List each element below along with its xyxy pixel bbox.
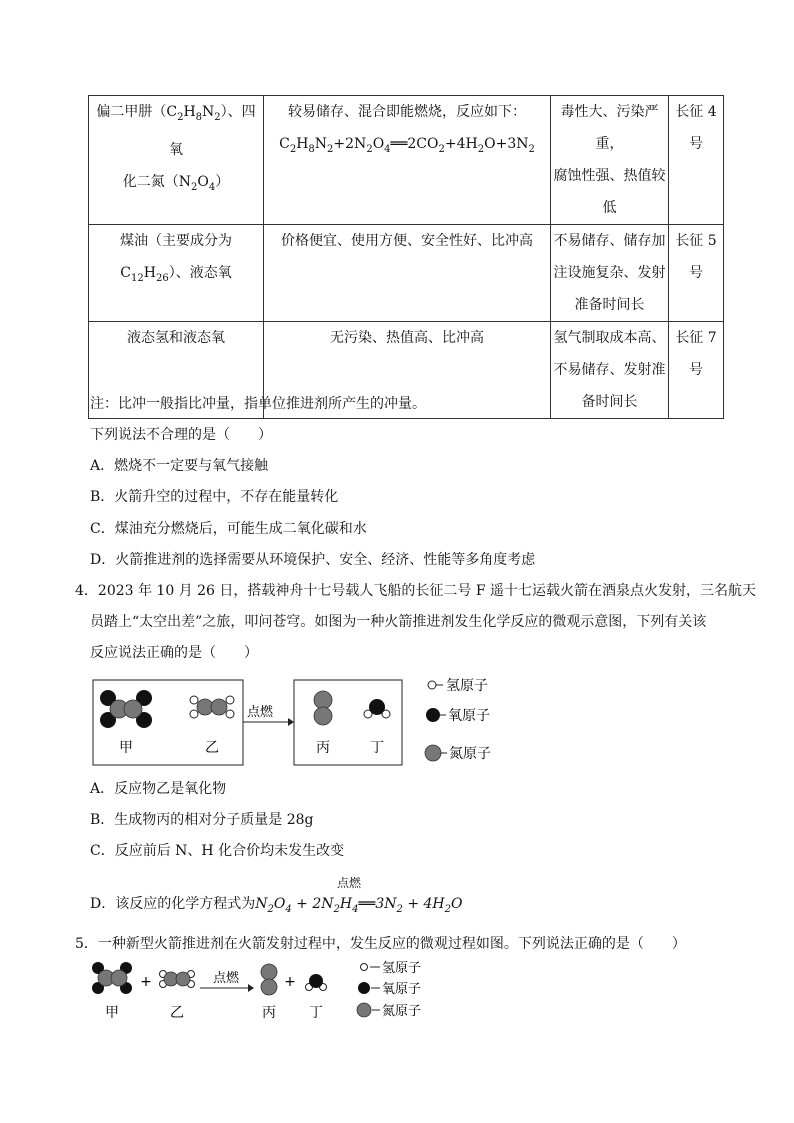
label-yi: 乙 <box>205 740 219 756</box>
label-ding: 丁 <box>370 740 384 756</box>
table-cell: 较易储存、混合即能燃烧，反应如下： $C_2H_8N_2+2N_2O_4══2CO_2+4H_2O+3N_2$ <box>264 96 551 225</box>
label-jia: 甲 <box>119 740 133 756</box>
molecule-yi <box>160 971 195 988</box>
option-b: B．火箭升空的过程中，不存在能量转化 <box>90 489 339 505</box>
q4-option-a: A．反应物乙是氧化物 <box>90 781 227 797</box>
legend-oxygen: 氧原子 <box>382 982 422 997</box>
molecule-ding <box>364 699 390 718</box>
option-d-prefix: D．该反应的化学方程式为 <box>90 896 256 912</box>
label-ding: 丁 <box>309 1005 323 1021</box>
arrow-head <box>288 718 294 726</box>
arrow-label: 点燃 <box>246 705 274 720</box>
question-4-line-3: 反应说法正确的是（ ） <box>90 645 258 661</box>
table-cell: 不易储存、储存加 注设施复杂、发射 准备时间长 <box>551 225 669 322</box>
label-jia: 甲 <box>105 1005 119 1021</box>
products-box <box>294 680 402 765</box>
reaction-diagram-q5 <box>88 955 468 1025</box>
molecule-bing <box>314 691 332 725</box>
arrow-label: 点燃 <box>212 971 240 986</box>
molecule-bing <box>261 964 277 995</box>
legend-nitrogen: 氮原子 <box>449 746 491 762</box>
table-cell: 煤油（主要成分为 $C_{12}H_{26}$）、液态氧 <box>89 225 264 322</box>
question-5-line-1: 5．一种新型火箭推进剂在火箭发射过程中，发生反应的微观过程如图。下列说法正确的是（ ） <box>75 936 686 952</box>
q4-option-b: B．生成物丙的相对分子质量是 28g <box>90 812 314 828</box>
table-cell: 偏二甲肼$(C_2H_8N_2)$、四氧 化二氮$(N_2O_4)$ <box>89 96 264 225</box>
table-note: 注：比冲一般指比冲量，指单位推进剂所产生的冲量。 <box>90 396 426 412</box>
q4-option-d <box>90 893 463 921</box>
table-row <box>89 225 724 322</box>
label-yi: 乙 <box>170 1005 184 1021</box>
label-bing: 丙 <box>262 1005 276 1021</box>
legend <box>357 961 421 1019</box>
question-4-line-2: 员踏上“太空出差”之旅，叩问苍穹。如图为一种火箭推进剂发生化学反应的微观示意图，下列有关该 <box>90 614 707 630</box>
legend-oxygen: 氧原子 <box>448 708 490 724</box>
reaction-diagram-q4 <box>88 670 508 770</box>
table-cell: 长征 7 号 <box>669 322 724 419</box>
table-cell: 长征 4 号 <box>669 96 724 225</box>
table-cell: 价格便宜、使用方便、安全性好、比冲高 <box>264 225 551 322</box>
legend-nitrogen: 氮原子 <box>382 1004 422 1019</box>
table-cell: 液态氢和液态氧 <box>89 322 264 419</box>
molecule-ding <box>306 974 327 991</box>
propellant-table <box>88 95 724 419</box>
question-4-line-1: 4．2023 年 10 月 26 日，搭载神舟十七号载人飞船的长征二号 F 遥十七运载火箭在酒泉点火发射，三名航天 <box>75 583 757 599</box>
molecule-yi <box>190 696 234 718</box>
question-prompt: 下列说法不合理的是（ ） <box>90 427 272 443</box>
table-cell: 毒性大、污染严重， 腐蚀性强、热值较 低 <box>551 96 669 225</box>
table-cell: 长征 5 号 <box>669 225 724 322</box>
table-cell: 氢气制取成本高、 不易储存、发射准 备时间长 <box>551 322 669 419</box>
q4-option-c: C．反应前后 N、H 化合价均未发生改变 <box>90 843 345 859</box>
arrow-head <box>248 984 254 992</box>
plus-sign: + <box>140 974 152 990</box>
option-c: C．煤油充分燃烧后，可能生成二氧化碳和水 <box>90 521 367 537</box>
legend-hydrogen: 氢原子 <box>446 678 488 694</box>
legend-hydrogen: 氢原子 <box>382 961 422 976</box>
molecule-jia <box>100 690 152 728</box>
option-d: D．火箭推进剂的选择需要从环境保护、安全、经济、性能等多角度考虑 <box>90 552 536 568</box>
molecule-jia <box>92 962 132 994</box>
option-a: A．燃烧不一定要与氧气接触 <box>90 458 269 474</box>
equation-condition: 点燃 <box>337 876 362 890</box>
table-row <box>89 96 724 225</box>
label-bing: 丙 <box>316 740 330 756</box>
table-cell: 无污染、热值高、比冲高 <box>264 322 551 419</box>
plus-sign: + <box>284 974 296 990</box>
chemical-equation: $N_2O_4$ + $2N_2H_4══3N_2 + 4H_2O$ <box>255 896 463 915</box>
legend <box>425 678 491 762</box>
